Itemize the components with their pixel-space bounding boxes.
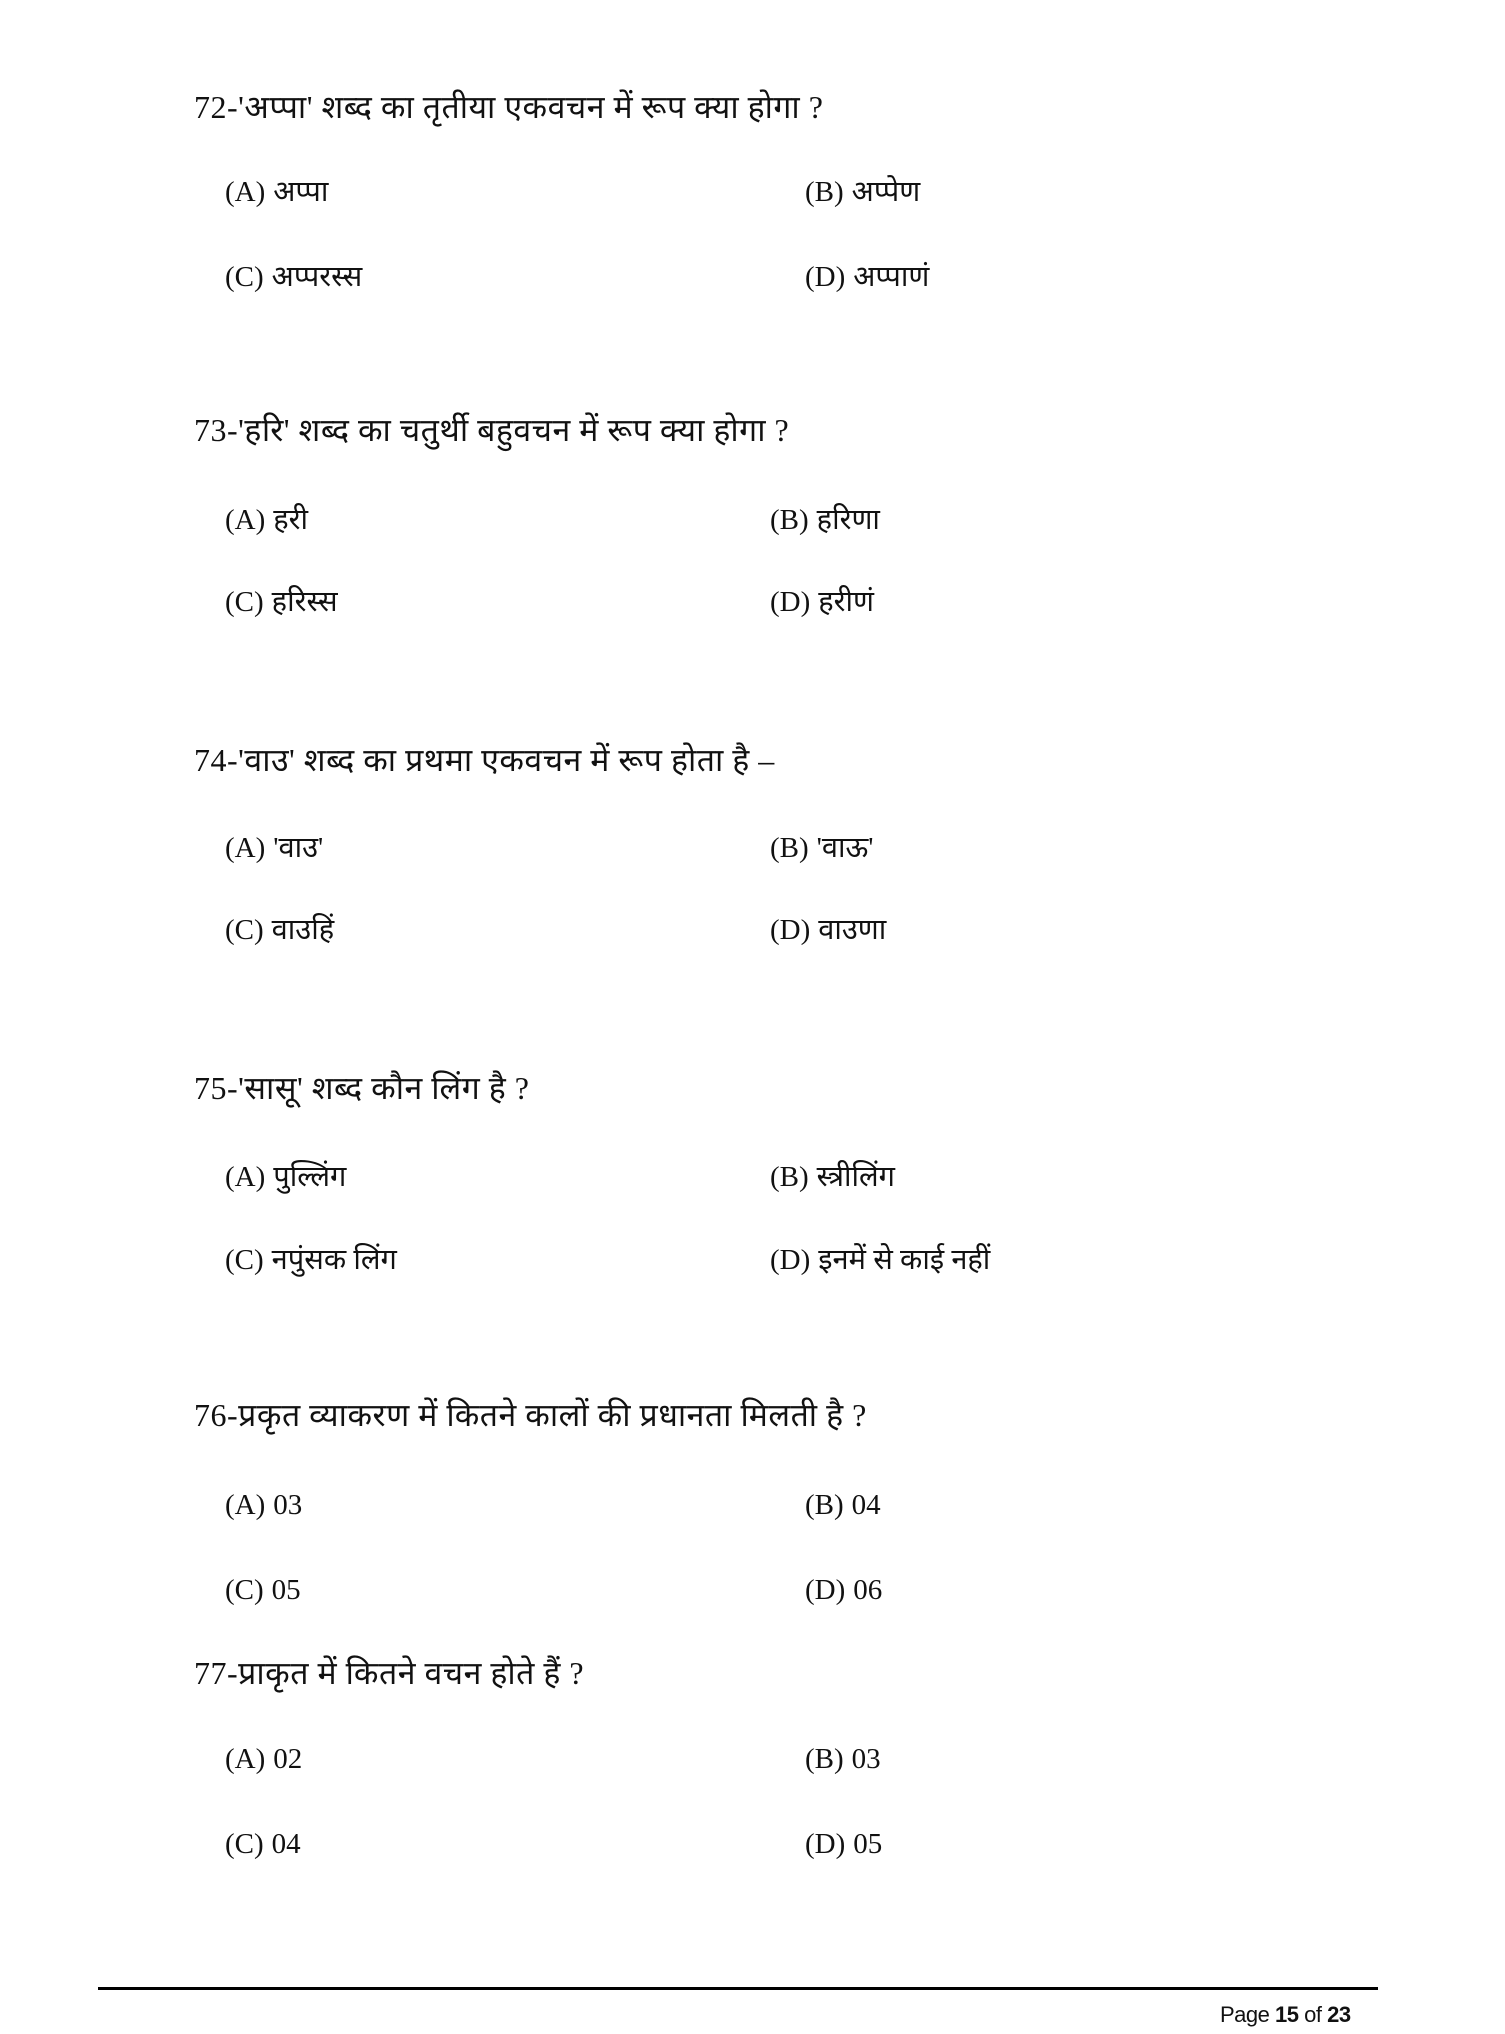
option-text: 05 (271, 1574, 301, 1606)
option-d (770, 1240, 990, 1280)
option-d (805, 1824, 882, 1864)
option-text: स्त्रीलिंग (816, 1161, 895, 1193)
of-word: of (1304, 2002, 1322, 2027)
option-text: 06 (853, 1574, 883, 1606)
page-number (1220, 2000, 1351, 2030)
question-72: 72-'अप्पा' शब्द का तृतीया एकवचन में रूप क्या होगा ? (194, 89, 824, 125)
option-label: (B) (805, 1743, 844, 1775)
option-label: (A) (225, 1161, 266, 1193)
option-b (770, 1157, 895, 1197)
option-text: वाउणा (818, 914, 887, 946)
option-b (805, 1485, 881, 1525)
option-c (225, 1240, 397, 1280)
option-d (770, 910, 886, 950)
option-label: (A) (225, 1489, 266, 1521)
option-a (225, 828, 323, 868)
option-a (225, 172, 328, 212)
footer-divider (98, 1987, 1378, 1990)
option-label: (B) (805, 1489, 844, 1521)
option-label: (D) (805, 261, 846, 293)
option-text: अप्पा (273, 176, 329, 208)
option-label: (B) (770, 832, 809, 864)
question-74: 74-'वाउ' शब्द का प्रथमा एकवचन में रूप होता है – (194, 742, 775, 778)
option-b (770, 828, 874, 868)
option-label: (C) (225, 261, 264, 293)
option-text: अप्पाणं (853, 261, 930, 293)
option-a (225, 1157, 346, 1197)
question-75: 75-'सासू' शब्द कौन लिंग है ? (194, 1070, 530, 1106)
option-text: हरी (273, 504, 309, 536)
option-a (225, 500, 308, 540)
option-label: (A) (225, 504, 266, 536)
option-label: (B) (770, 1161, 809, 1193)
option-label: (A) (225, 1743, 266, 1775)
option-c (225, 582, 338, 622)
option-text: 03 (851, 1743, 881, 1775)
option-label: (C) (225, 586, 264, 618)
current-page: 15 (1275, 2002, 1299, 2027)
option-label: (A) (225, 176, 266, 208)
option-d (805, 1570, 882, 1610)
option-b (805, 1739, 881, 1779)
option-text: 03 (273, 1489, 303, 1521)
option-text: 05 (853, 1828, 883, 1860)
option-text: 02 (273, 1743, 303, 1775)
option-label: (C) (225, 1244, 264, 1276)
option-text: 'वाऊ' (816, 832, 874, 864)
option-label: (D) (805, 1828, 846, 1860)
option-text: नपुंसक लिंग (271, 1244, 397, 1276)
option-a (225, 1485, 302, 1525)
option-text: हरिस्स (271, 586, 338, 618)
option-c (225, 1570, 301, 1610)
option-label: (A) (225, 832, 266, 864)
option-text: इनमें से काई नहीं (818, 1244, 991, 1276)
option-a (225, 1739, 302, 1779)
option-label: (B) (805, 176, 844, 208)
question-76: 76-प्रकृत व्याकरण में कितने कालों की प्रधानता मिलती है ? (194, 1397, 867, 1433)
option-label: (D) (770, 914, 811, 946)
option-label: (C) (225, 1828, 264, 1860)
option-text: अप्पेण (851, 176, 921, 208)
option-c (225, 1824, 301, 1864)
option-d (770, 582, 874, 622)
page-word: Page (1220, 2002, 1270, 2027)
option-text: हरीणं (818, 586, 875, 618)
option-label: (D) (770, 1244, 811, 1276)
total-pages: 23 (1327, 2002, 1351, 2027)
question-73: 73-'हरि' शब्द का चतुर्थी बहुवचन में रूप क्या होगा ? (194, 412, 790, 448)
option-b (770, 500, 880, 540)
option-c (225, 910, 334, 950)
option-label: (D) (805, 1574, 846, 1606)
option-text: अप्परस्स (271, 261, 363, 293)
option-text: वाउहिं (271, 914, 335, 946)
option-d (805, 257, 929, 297)
option-text: पुल्लिंग (273, 1161, 347, 1193)
option-b (805, 172, 920, 212)
question-77: 77-प्राकृत में कितने वचन होते हैं ? (194, 1655, 585, 1691)
option-text: हरिणा (816, 504, 880, 536)
option-c (225, 257, 362, 297)
option-label: (B) (770, 504, 809, 536)
option-label: (C) (225, 914, 264, 946)
option-label: (D) (770, 586, 811, 618)
option-label: (C) (225, 1574, 264, 1606)
option-text: 04 (271, 1828, 301, 1860)
option-text: 'वाउ' (273, 832, 324, 864)
option-text: 04 (851, 1489, 881, 1521)
